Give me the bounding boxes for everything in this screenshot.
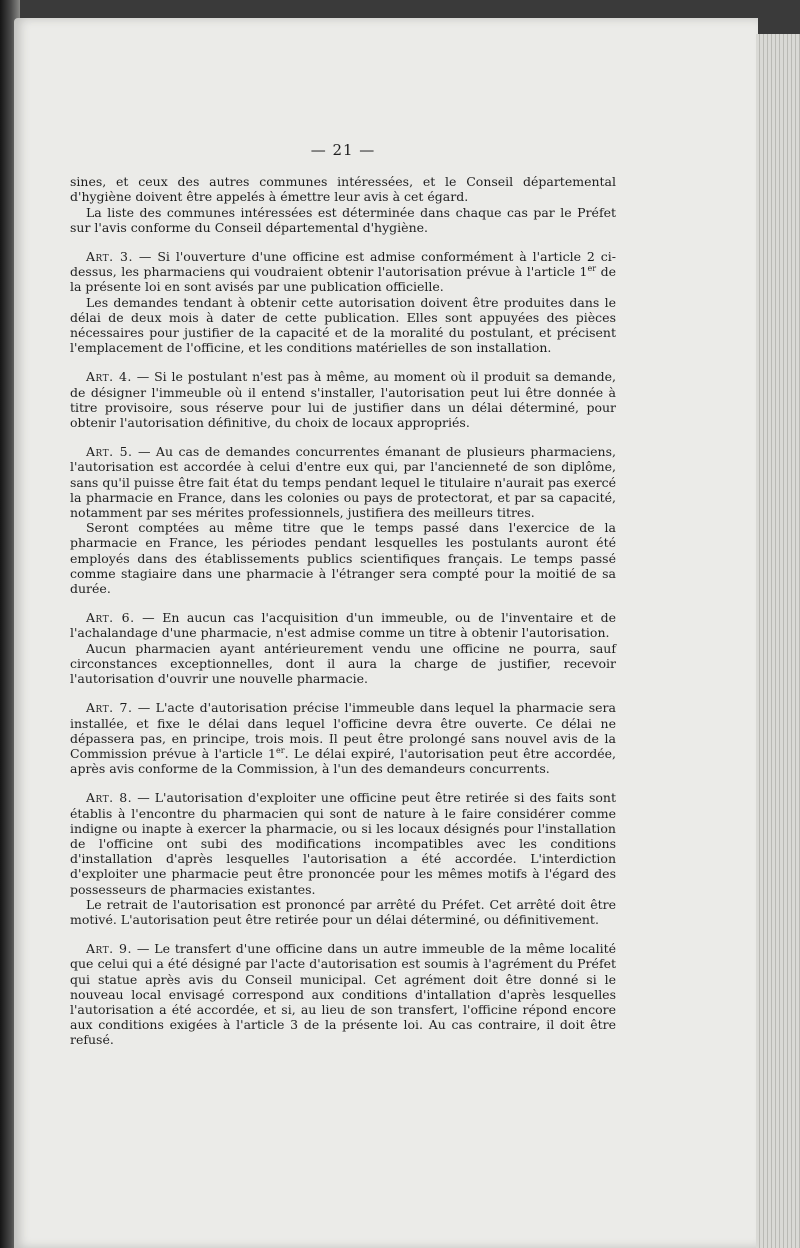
paragraph: Seront comptées au même titre que le temps passé dans l'exercice de la pharmacie en France, les périodes pendant lesquelles les postulants auront été employés dans des établissements publics scientifiques français. Le temps passé comme stagiaire dans une pharmacie à l'étranger sera compté pour la moitié de sa durée. <box>70 520 616 597</box>
article-8: Art. 8. — L'autorisation d'exploiter une officine peut être retirée si des faits sont établis à l'encontre du pharmacien qui sont de nature à le faire considérer comme indigne ou inapte à exercer la pharmacie, ou si les locaux désignés pour l'installation de l'officine ont subi des modifications incompatibles avec les conditions d'installation d'après lesquelles l'autorisation a été accordée. L'interdiction d'exploiter une pharmacie peut être prononcée pour les mêmes motifs à l'égard des possesseurs de pharmacies existantes. <box>70 790 616 897</box>
paragraph: Les demandes tendant à obtenir cette autorisation doivent être produites dans le délai de deux mois à dater de cette publication. Elles sont appuyées des pièces nécessaires pour justifier de la capacité et de la moralité du postulant, et précisent l'emplacement de l'officine, et les conditions matérielles de son installation. <box>70 294 616 356</box>
page-edges <box>756 34 800 1248</box>
article-5: Art. 5. — Au cas de demandes concurrentes émanant de plusieurs pharmaciens, l'autorisation est accordée à celui d'entre eux qui, par l'ancienneté de son diplôme, sans qu'il puisse être fait état du temps pendant lequel le titulaire n'aurait pas exercé la pharmacie en France, dans les colonies ou pays de protectorat, et par sa capacité, notamment par ses mérites professionnels, justifiera des meilleurs titres. <box>70 444 616 521</box>
paragraph: Aucun pharmacien ayant antérieurement vendu une officine ne pourra, sauf circonstances exceptionnelles, dont il aura la charge de justifier, recevoir l'autorisation d'ouvrir une nouvelle pharmacie. <box>70 640 616 687</box>
article-label: Art. 9. <box>86 941 132 957</box>
article-label: Art. 5. <box>86 444 133 460</box>
document-body <box>70 137 616 1048</box>
article-4: Art. 4. — Si le postulant n'est pas à même, au moment où il produit sa demande, de désigner l'immeuble où il entend s'installer, l'autorisation peut lui être donnée à titre provisoire, sous réserve pour lui de justifier dans un délai déterminé, pour obtenir l'autorisation définitive, du choix de locaux appropriés. <box>70 369 616 431</box>
article-label: Art. 4. <box>86 369 132 385</box>
article-label: Art. 8. <box>86 790 133 806</box>
article-label: Art. 6. <box>86 610 135 626</box>
page-number: — 21 — <box>310 141 376 159</box>
article-label: Art. 3. <box>86 249 133 265</box>
article-label: Art. 7. <box>86 700 133 716</box>
article-7: Art. 7. — L'acte d'autorisation précise l'immeuble dans lequel la pharmacie sera installée, et fixe le délai dans lequel l'officine devra être ouverte. Ce délai ne dépassera pas, en principe, trois mois. Il peut être prolongé sans nouvel avis de la Commission prévue à l'article 1er. Le délai expiré, l'autorisation peut être accordée, après avis conforme de la Commission, à l'un des demandeurs concurrents. <box>70 700 616 777</box>
article-6: Art. 6. — En aucun cas l'acquisition d'un immeuble, ou de l'inventaire et de l'achalandage d'une pharmacie, n'est admise comme un titre à obtenir l'autorisation. <box>70 610 616 641</box>
article-3: Art. 3. — Si l'ouverture d'une officine est admise conformément à l'article 2 ci-dessus, les pharmaciens qui voudraient obtenir l'autorisation prévue à l'article 1er de la présente loi en sont avisés par une publication officielle. <box>70 249 616 295</box>
article-9: Art. 9. — Le transfert d'une officine dans un autre immeuble de la même localité que celui qui a été désigné par l'acte d'autorisation est soumis à l'agrément du Préfet qui statue après avis du Conseil municipal. Cet agrément doit être donné si le nouveau local envisagé correspond aux conditions d'intallation d'après lesquelles l'autorisation a été accordée, et si, au lieu de son transfert, l'officine répond encore aux conditions exigées à l'article 3 de la présente loi. Au cas contraire, il doit être refusé. <box>70 941 616 1048</box>
paragraph: Le retrait de l'autorisation est prononcé par arrêté du Préfet. Cet arrêté doit être motivé. L'autorisation peut être retirée pour un délai déterminé, ou définitivement. <box>70 896 616 927</box>
paragraph: La liste des communes intéressées est déterminée dans chaque cas par le Préfet sur l'avis conforme du Conseil départemental d'hygiène. <box>70 204 616 235</box>
paragraph: sines, et ceux des autres communes intéressées, et le Conseil départemental d'hygiène doivent être appelés à émettre leur avis à cet égard. <box>70 174 616 205</box>
